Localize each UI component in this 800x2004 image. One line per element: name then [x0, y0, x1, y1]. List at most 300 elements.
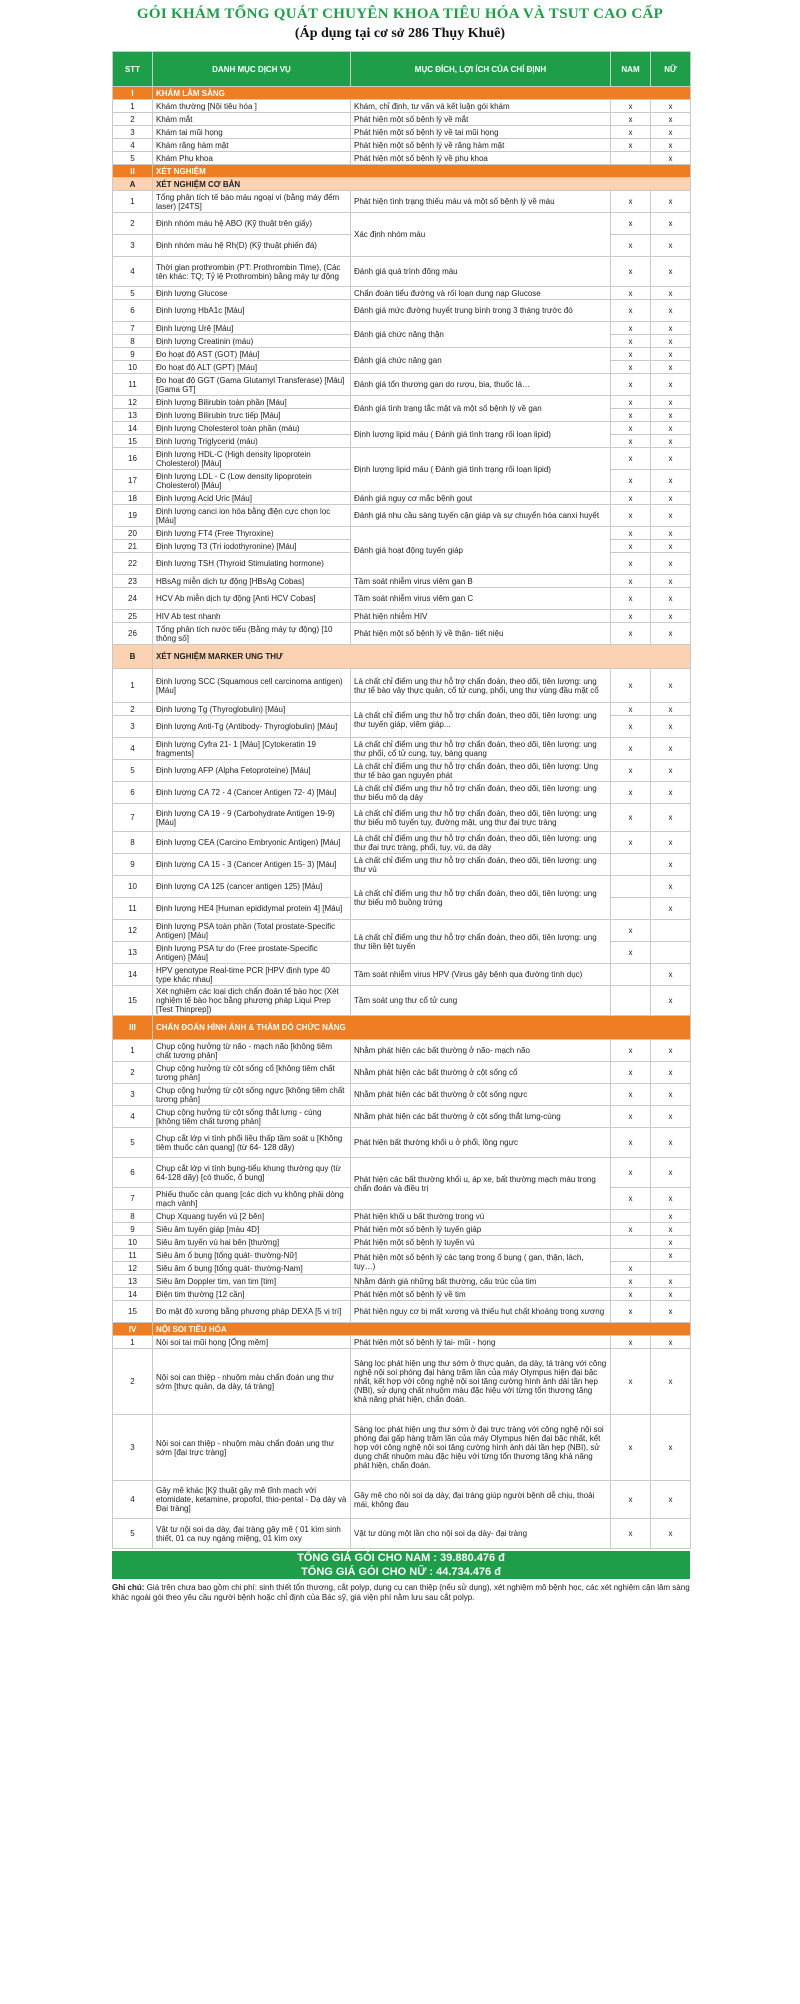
row-stt: 23 — [113, 575, 153, 588]
row-stt: 14 — [113, 422, 153, 435]
row-purpose: Là chất chỉ điểm ung thư hỗ trợ chẩn đoán, theo dõi, tiên lượng: ung thư tuyến giáp, viêm giáp... — [351, 703, 611, 738]
row-service: Xét nghiệm các loại dịch chẩn đoán tế bào học (Xét nghiệm tế bào học bằng phương pháp Liqui Prep [Test Thinprep]) — [153, 986, 351, 1016]
row-stt: 26 — [113, 623, 153, 645]
table-row — [113, 738, 691, 760]
row-service: Định lượng CA 15 - 3 (Cancer Antigen 15- 3) [Máu] — [153, 854, 351, 876]
row-service: Định lượng CEA (Carcino Embryonic Antigen) [Máu] — [153, 832, 351, 854]
header-female: NỮ — [651, 52, 691, 87]
row-female-mark — [651, 1262, 691, 1275]
row-female-mark: x — [651, 374, 691, 396]
row-service: Tổng phân tích tế bào máu ngoại vi (bằng máy đếm laser) [24TS] — [153, 191, 351, 213]
section-number: B — [113, 645, 153, 669]
row-stt: 14 — [113, 964, 153, 986]
row-service: Định lượng PSA toàn phần (Total prostate-Specific Antigen) [Máu] — [153, 920, 351, 942]
table-row — [113, 588, 691, 610]
header-stt: STT — [113, 52, 153, 87]
row-purpose: Là chất chỉ điểm ung thư hỗ trợ chẩn đoán, theo dõi, tiên lượng: ung thư tế bào vảy thực quản, cổ tử cung, phổi, ung thư vùng đầu mặt cổ — [351, 669, 611, 703]
table-row — [113, 1336, 691, 1349]
table-row — [113, 374, 691, 396]
row-stt: 8 — [113, 832, 153, 854]
row-male-mark: x — [611, 348, 651, 361]
row-female-mark — [651, 920, 691, 942]
table-row — [113, 113, 691, 126]
row-male-mark: x — [611, 1481, 651, 1519]
row-female-mark: x — [651, 100, 691, 113]
row-stt: 3 — [113, 126, 153, 139]
row-female-mark: x — [651, 540, 691, 553]
row-stt: 13 — [113, 409, 153, 422]
table-row — [113, 396, 691, 409]
table-row — [113, 1236, 691, 1249]
row-stt: 2 — [113, 113, 153, 126]
row-purpose: Đánh giá hoạt động tuyến giáp — [351, 527, 611, 575]
row-service: Siêu âm tuyến giáp [màu 4D] — [153, 1223, 351, 1236]
row-female-mark: x — [651, 126, 691, 139]
table-row — [113, 1062, 691, 1084]
row-stt: 4 — [113, 1481, 153, 1519]
row-service: Định lượng Cholesterol toàn phần (máu) — [153, 422, 351, 435]
row-male-mark: x — [611, 760, 651, 782]
row-stt: 15 — [113, 435, 153, 448]
row-purpose: Tầm soát nhiễm virus HPV (Virus gây bệnh qua đường tình dục) — [351, 964, 611, 986]
table-row — [113, 1249, 691, 1262]
row-service: Định lượng Acid Uric [Máu] — [153, 492, 351, 505]
row-stt: 16 — [113, 448, 153, 470]
row-purpose: Nhằm phát hiện các bất thường ở não- mạch não — [351, 1040, 611, 1062]
row-female-mark: x — [651, 505, 691, 527]
row-female-mark: x — [651, 396, 691, 409]
service-table — [112, 51, 691, 1549]
table-row — [113, 1084, 691, 1106]
row-service: Định lượng PSA tự do (Free prostate-Specific Antigen) [Máu] — [153, 942, 351, 964]
row-female-mark: x — [651, 804, 691, 832]
row-stt: 25 — [113, 610, 153, 623]
row-purpose: Phát hiện một số bệnh lý về mắt — [351, 113, 611, 126]
row-stt: 4 — [113, 139, 153, 152]
row-male-mark: x — [611, 1158, 651, 1188]
row-purpose: Phát hiện một số bệnh lý về tim — [351, 1288, 611, 1301]
row-stt: 3 — [113, 716, 153, 738]
table-row — [113, 322, 691, 335]
row-male-mark: x — [611, 235, 651, 257]
row-female-mark: x — [651, 1415, 691, 1481]
row-female-mark: x — [651, 760, 691, 782]
row-male-mark — [611, 1249, 651, 1262]
row-stt: 2 — [113, 1349, 153, 1415]
table-row — [113, 964, 691, 986]
row-purpose: Là chất chỉ điểm ung thư hỗ trợ chẩn đoán, theo dõi, tiên lượng: ung thư biểu mô dạ dày — [351, 782, 611, 804]
row-purpose: Là chất chỉ điểm ung thư hỗ trợ chẩn đoán, theo dõi, tiên lượng: ung thư đại trực tràng, phổi, tụy, vú, dạ dày — [351, 832, 611, 854]
row-male-mark: x — [611, 782, 651, 804]
row-service: Siêu âm Doppler tim, van tim [tim] — [153, 1275, 351, 1288]
row-male-mark: x — [611, 669, 651, 703]
row-female-mark: x — [651, 1040, 691, 1062]
row-purpose: Đánh giá mức đường huyết trung bình trong 3 tháng trước đó — [351, 300, 611, 322]
row-male-mark: x — [611, 1040, 651, 1062]
table-row — [113, 100, 691, 113]
row-service: Định lượng Cyfra 21- 1 [Máu] [Cytokeratin 19 fragments] — [153, 738, 351, 760]
price-total-bar — [112, 1551, 690, 1579]
row-service: Chụp cộng hưởng từ cột sống ngực [không tiêm chất tương phản] — [153, 1084, 351, 1106]
row-stt: 5 — [113, 1128, 153, 1158]
row-purpose: Đánh giá tình trạng tắc mật và một số bệnh lý về gan — [351, 396, 611, 422]
table-row — [113, 1519, 691, 1549]
table-row — [113, 1349, 691, 1415]
row-female-mark: x — [651, 716, 691, 738]
row-service: Định nhóm máu hệ ABO (Kỹ thuật trên giấy) — [153, 213, 351, 235]
page — [0, 4, 800, 2004]
section-label: NỘI SOI TIÊU HÓA — [153, 1323, 691, 1336]
table-row — [113, 1128, 691, 1158]
section-row — [113, 1323, 691, 1336]
row-male-mark: x — [611, 1288, 651, 1301]
row-stt: 1 — [113, 191, 153, 213]
table-row — [113, 1415, 691, 1481]
row-stt: 1 — [113, 669, 153, 703]
row-purpose: Phát hiện một số bệnh lý tai- mũi - họng — [351, 1336, 611, 1349]
row-stt: 9 — [113, 348, 153, 361]
row-purpose: Nhằm phát hiện các bất thường ở cột sống ngực — [351, 1084, 611, 1106]
row-service: Định lượng CA 125 (cancer antigen 125) [Máu] — [153, 876, 351, 898]
row-male-mark: x — [611, 1262, 651, 1275]
row-female-mark: x — [651, 1349, 691, 1415]
row-purpose: Định lượng lipid máu ( Đánh giá tình trạng rối loạn lipid) — [351, 422, 611, 448]
page-subtitle: (Áp dụng tại cơ sở 286 Thụy Khuê) — [294, 26, 506, 41]
table-row — [113, 505, 691, 527]
row-female-mark: x — [651, 235, 691, 257]
row-female-mark: x — [651, 213, 691, 235]
row-female-mark: x — [651, 1336, 691, 1349]
row-female-mark: x — [651, 1223, 691, 1236]
row-purpose: Phát hiện các bất thường khối u, áp xe, bất thường mạch máu trong chẩn đoán và điều trị — [351, 1158, 611, 1210]
row-purpose: Phát hiện một số bệnh lý về răng hàm mặt — [351, 139, 611, 152]
row-stt: 5 — [113, 760, 153, 782]
table-row — [113, 126, 691, 139]
row-male-mark — [611, 1210, 651, 1223]
table-row — [113, 257, 691, 287]
row-service: Siêu âm ổ bụng [tổng quát- thường-Nữ] — [153, 1249, 351, 1262]
row-stt: 7 — [113, 1188, 153, 1210]
row-male-mark: x — [611, 492, 651, 505]
row-service: Định lượng FT4 (Free Thyroxine) — [153, 527, 351, 540]
row-service: Khám mắt — [153, 113, 351, 126]
row-male-mark: x — [611, 703, 651, 716]
table-row — [113, 920, 691, 942]
row-service: Định lượng Bilirubin toàn phần [Máu] — [153, 396, 351, 409]
row-purpose: Đánh giá nguy cơ mắc bệnh gout — [351, 492, 611, 505]
row-purpose: Phát hiện một số bệnh lý các tạng trong ổ bụng ( gan, thận, lách, tụy…) — [351, 1249, 611, 1275]
row-service: Định lượng SCC (Squamous cell carcinoma antigen) [Máu] — [153, 669, 351, 703]
row-service: Định lượng CA 72 - 4 (Cancer Antigen 72- 4) [Máu] — [153, 782, 351, 804]
row-stt: 10 — [113, 876, 153, 898]
table-row — [113, 1040, 691, 1062]
row-female-mark: x — [651, 422, 691, 435]
table-row — [113, 492, 691, 505]
row-female-mark: x — [651, 610, 691, 623]
row-service: Chụp cắt lớp vi tính phổi liều thấp tầm soát u [Không tiêm thuốc cản quang] (từ 64- 128 dãy) — [153, 1128, 351, 1158]
table-header-row — [113, 52, 691, 87]
row-stt: 3 — [113, 1415, 153, 1481]
row-purpose: Phát hiện nguy cơ bị mất xương và thiếu hụt chất khoáng trong xương — [351, 1301, 611, 1323]
section-row — [113, 87, 691, 100]
row-purpose: Xác định nhóm máu — [351, 213, 611, 257]
row-female-mark: x — [651, 322, 691, 335]
row-service: Định lượng Creatinin (máu) — [153, 335, 351, 348]
row-purpose: Đánh giá chức năng gan — [351, 348, 611, 374]
row-purpose: Phát hiện khối u bất thường trong vú — [351, 1210, 611, 1223]
row-service: Khám tai mũi họng — [153, 126, 351, 139]
row-purpose: Vật tư dùng một lần cho nội soi dạ dày- đại tràng — [351, 1519, 611, 1549]
row-stt: 12 — [113, 920, 153, 942]
footnote-text: Giá trên chưa bao gồm chi phí: sinh thiết tổn thương, cắt polyp, dụng cụ can thiệp (nếu sử dụng), xét nghiệm mô bệnh học, các xét nghiệm cận lâm sàng khác ngoài gói theo yêu cầu người bệnh hoặc chỉ định của Bác sỹ, giá viện phí nằm lưu sau cắt polyp. — [112, 1583, 690, 1602]
header-service: DANH MỤC DỊCH VỤ — [153, 52, 351, 87]
table-row — [113, 1210, 691, 1223]
row-female-mark: x — [651, 1236, 691, 1249]
row-male-mark: x — [611, 738, 651, 760]
table-row — [113, 300, 691, 322]
section-number: IV — [113, 1323, 153, 1336]
row-stt: 11 — [113, 1249, 153, 1262]
row-female-mark: x — [651, 738, 691, 760]
row-male-mark: x — [611, 374, 651, 396]
row-stt: 7 — [113, 322, 153, 335]
row-male-mark — [611, 854, 651, 876]
row-stt: 22 — [113, 553, 153, 575]
row-purpose: Đánh giá chức năng thận — [351, 322, 611, 348]
subsection-row — [113, 178, 691, 191]
row-male-mark: x — [611, 1188, 651, 1210]
section-label: CHẨN ĐOÁN HÌNH ẢNH & THĂM DÒ CHỨC NĂNG — [153, 1016, 691, 1040]
row-male-mark: x — [611, 287, 651, 300]
row-stt: 10 — [113, 361, 153, 374]
row-stt: 2 — [113, 703, 153, 716]
row-stt: 10 — [113, 1236, 153, 1249]
row-purpose: Phát hiện tình trạng thiếu máu và một số bệnh lý về máu — [351, 191, 611, 213]
row-purpose: Phát hiện nhiễm HIV — [351, 610, 611, 623]
row-service: HBsAg miễn dịch tự động [HBsAg Cobas] — [153, 575, 351, 588]
row-female-mark: x — [651, 623, 691, 645]
row-service: Định lượng HDL-C (High density lipoprotein Cholesterol) [Máu] — [153, 448, 351, 470]
row-service: Phiếu thuốc cản quang [các dịch vụ không phải dòng mạch vành] — [153, 1188, 351, 1210]
table-row — [113, 139, 691, 152]
row-purpose: Phát hiện một số bệnh lý tuyến giáp — [351, 1223, 611, 1236]
row-service: Đo hoạt độ ALT (GPT) [Máu] — [153, 361, 351, 374]
row-stt: 13 — [113, 942, 153, 964]
row-female-mark: x — [651, 139, 691, 152]
row-stt: 4 — [113, 1106, 153, 1128]
row-purpose: Nhằm phát hiện các bất thường ở cột sống cổ — [351, 1062, 611, 1084]
row-male-mark: x — [611, 920, 651, 942]
table-row — [113, 1288, 691, 1301]
row-purpose: Chẩn đoán tiểu đường và rối loạn dung nạp Glucose — [351, 287, 611, 300]
row-male-mark: x — [611, 1415, 651, 1481]
row-male-mark: x — [611, 1519, 651, 1549]
row-stt: 15 — [113, 986, 153, 1016]
row-male-mark: x — [611, 361, 651, 374]
row-male-mark: x — [611, 1106, 651, 1128]
row-male-mark: x — [611, 113, 651, 126]
row-purpose: Đánh giá tổn thương gan do rượu, bia, thuốc lá… — [351, 374, 611, 396]
row-stt: 1 — [113, 100, 153, 113]
row-stt: 24 — [113, 588, 153, 610]
table-row — [113, 1301, 691, 1323]
row-service: Định lượng Triglycerid (máu) — [153, 435, 351, 448]
footnote-label: Ghi chú: — [112, 1583, 145, 1592]
row-female-mark: x — [651, 470, 691, 492]
row-male-mark: x — [611, 942, 651, 964]
row-service: Đo hoạt độ GGT (Gama Glutamyl Transferase) [Máu] [Gama GT] — [153, 374, 351, 396]
row-female-mark: x — [651, 1158, 691, 1188]
row-service: Định lượng LDL - C (Low density lipoprotein Cholesterol) [Máu] — [153, 470, 351, 492]
table-row — [113, 782, 691, 804]
row-female-mark: x — [651, 492, 691, 505]
row-service: HPV genotype Real-time PCR [HPV định type 40 type khác nhau] — [153, 964, 351, 986]
row-purpose: Sàng lọc phát hiện ung thư sớm ở thực quản, dạ dày, tá tràng với công nghệ nội soi phóng đại hàng trăm lần của máy Olympus hiện đại bậc nhất, kết hợp với công nghệ nội soi tăng cường hình ảnh dải tần hẹp (NBI), sử dụng chất nhuộm màu đặc hiệu với từng tổn thương tăng khả năng phát hiện, chẩn đoán. — [351, 1349, 611, 1415]
row-stt: 15 — [113, 1301, 153, 1323]
row-female-mark: x — [651, 348, 691, 361]
row-male-mark: x — [611, 470, 651, 492]
row-male-mark: x — [611, 100, 651, 113]
row-stt: 4 — [113, 257, 153, 287]
row-service: Chụp Xquang tuyến vú [2 bên] — [153, 1210, 351, 1223]
row-service: Khám Phụ khoa — [153, 152, 351, 165]
row-service: Siêu âm tuyến vú hai bên [thường] — [153, 1236, 351, 1249]
row-male-mark: x — [611, 1349, 651, 1415]
row-female-mark: x — [651, 152, 691, 165]
row-male-mark: x — [611, 610, 651, 623]
row-stt: 7 — [113, 804, 153, 832]
row-male-mark: x — [611, 322, 651, 335]
row-male-mark: x — [611, 540, 651, 553]
row-stt: 9 — [113, 1223, 153, 1236]
row-purpose: Đánh giá quá trình đông máu — [351, 257, 611, 287]
row-female-mark: x — [651, 1106, 691, 1128]
row-service: Định lượng Urê [Máu] — [153, 322, 351, 335]
row-female-mark: x — [651, 1062, 691, 1084]
row-male-mark: x — [611, 191, 651, 213]
row-purpose: Là chất chỉ điểm ung thư hỗ trợ chẩn đoán, theo dõi, tiên lượng: ung thư biểu mô buồng trứng — [351, 876, 611, 920]
row-service: Siêu âm ổ bụng [tổng quát- thường-Nam] — [153, 1262, 351, 1275]
row-service: Gây mê khác [Kỹ thuật gây mê tĩnh mạch với etomidate, ketamine, propofol, thio-pental - Dạ dày và Đại tràng] — [153, 1481, 351, 1519]
section-label: XÉT NGHIỆM — [153, 165, 691, 178]
subsection-row — [113, 645, 691, 669]
row-stt: 13 — [113, 1275, 153, 1288]
row-female-mark: x — [651, 964, 691, 986]
row-service: Định lượng TSH (Thyroid Stimulating hormone) — [153, 553, 351, 575]
row-female-mark: x — [651, 1481, 691, 1519]
table-row — [113, 610, 691, 623]
row-service: Định lượng HbA1c [Máu] — [153, 300, 351, 322]
table-row — [113, 623, 691, 645]
row-stt: 3 — [113, 235, 153, 257]
table-row — [113, 1481, 691, 1519]
row-female-mark: x — [651, 335, 691, 348]
row-service: Khám thường [Nội tiêu hóa ] — [153, 100, 351, 113]
row-male-mark: x — [611, 575, 651, 588]
row-male-mark: x — [611, 139, 651, 152]
row-female-mark: x — [651, 527, 691, 540]
row-stt: 17 — [113, 470, 153, 492]
row-stt: 5 — [113, 287, 153, 300]
section-row — [113, 1016, 691, 1040]
row-male-mark: x — [611, 716, 651, 738]
row-female-mark: x — [651, 409, 691, 422]
row-purpose: Đánh giá nhu cầu sàng tuyến cận giáp và sự chuyển hóa canxi huyết — [351, 505, 611, 527]
row-service: Chụp cộng hưởng từ cột sống thắt lưng - cùng [không tiêm chất tương phản] — [153, 1106, 351, 1128]
row-purpose: Là chất chỉ điểm ung thư hỗ trợ chẩn đoán, theo dõi, tiên lượng: ung thư biểu mô tuyến tụy, đường mật, ung thư đại trực tràng — [351, 804, 611, 832]
row-female-mark: x — [651, 588, 691, 610]
row-female-mark: x — [651, 113, 691, 126]
table-row — [113, 448, 691, 470]
table-row — [113, 760, 691, 782]
row-male-mark: x — [611, 623, 651, 645]
row-stt: 5 — [113, 152, 153, 165]
row-purpose: Phát hiện một số bệnh lý về thận- tiết niệu — [351, 623, 611, 645]
row-stt: 21 — [113, 540, 153, 553]
row-purpose: Là chất chỉ điểm ung thư hỗ trợ chẩn đoán, theo dõi, tiên lượng: Ung thư tế bào gan nguyên phát — [351, 760, 611, 782]
table-row — [113, 669, 691, 703]
row-service: HIV Ab test nhanh — [153, 610, 351, 623]
row-female-mark: x — [651, 361, 691, 374]
section-label: XÉT NGHIỆM CƠ BẢN — [153, 178, 691, 191]
row-female-mark: x — [651, 1519, 691, 1549]
row-male-mark — [611, 876, 651, 898]
row-male-mark: x — [611, 257, 651, 287]
row-stt: 19 — [113, 505, 153, 527]
row-purpose: Là chất chỉ điểm ung thư hỗ trợ chẩn đoán, theo dõi, tiên lượng: ung thư tiền liệt tuyến — [351, 920, 611, 964]
row-stt: 20 — [113, 527, 153, 540]
row-male-mark — [611, 152, 651, 165]
table-row — [113, 152, 691, 165]
row-female-mark: x — [651, 300, 691, 322]
row-male-mark: x — [611, 1128, 651, 1158]
section-number: II — [113, 165, 153, 178]
row-stt: 11 — [113, 374, 153, 396]
table-row — [113, 527, 691, 540]
row-purpose: Gây mê cho nội soi dạ dày, đại tràng giúp người bệnh dễ chịu, thoải mái, không đau — [351, 1481, 611, 1519]
row-female-mark: x — [651, 1188, 691, 1210]
row-service: Vật tư nội soi dạ dày, đại tràng gây mê ( 01 kìm sinh thiết, 01 ca nuy ngáng miệng, 01 kìm oxy — [153, 1519, 351, 1549]
row-female-mark: x — [651, 1128, 691, 1158]
row-service: Chụp cộng hưởng từ não - mạch não [không tiêm chất tương phản] — [153, 1040, 351, 1062]
page-title: GÓI KHÁM TỔNG QUÁT CHUYÊN KHOA TIÊU HÓA VÀ TSUT CAO CẤP — [136, 6, 664, 22]
row-female-mark: x — [651, 832, 691, 854]
row-stt: 6 — [113, 1158, 153, 1188]
table-row — [113, 986, 691, 1016]
table-row — [113, 287, 691, 300]
row-purpose: Tầm soát nhiễm virus viêm gan B — [351, 575, 611, 588]
row-service: Định lượng CA 19 - 9 (Carbohydrate Antigen 19-9) [Máu] — [153, 804, 351, 832]
row-service: Nội soi can thiệp - nhuộm màu chẩn đoán ung thư sớm [đại trực tràng] — [153, 1415, 351, 1481]
row-male-mark — [611, 898, 651, 920]
row-service: Định lượng Glucose — [153, 287, 351, 300]
row-male-mark: x — [611, 396, 651, 409]
row-female-mark: x — [651, 782, 691, 804]
row-male-mark: x — [611, 435, 651, 448]
row-female-mark: x — [651, 191, 691, 213]
row-female-mark: x — [651, 1275, 691, 1288]
row-purpose: Tầm soát nhiễm virus viêm gan C — [351, 588, 611, 610]
table-row — [113, 1275, 691, 1288]
row-female-mark: x — [651, 1301, 691, 1323]
row-female-mark: x — [651, 1210, 691, 1223]
section-label: XÉT NGHIỆM MARKER UNG THƯ — [153, 645, 691, 669]
row-female-mark: x — [651, 986, 691, 1016]
row-female-mark: x — [651, 435, 691, 448]
row-male-mark: x — [611, 832, 651, 854]
row-service: Khám răng hàm mặt — [153, 139, 351, 152]
row-male-mark: x — [611, 1336, 651, 1349]
